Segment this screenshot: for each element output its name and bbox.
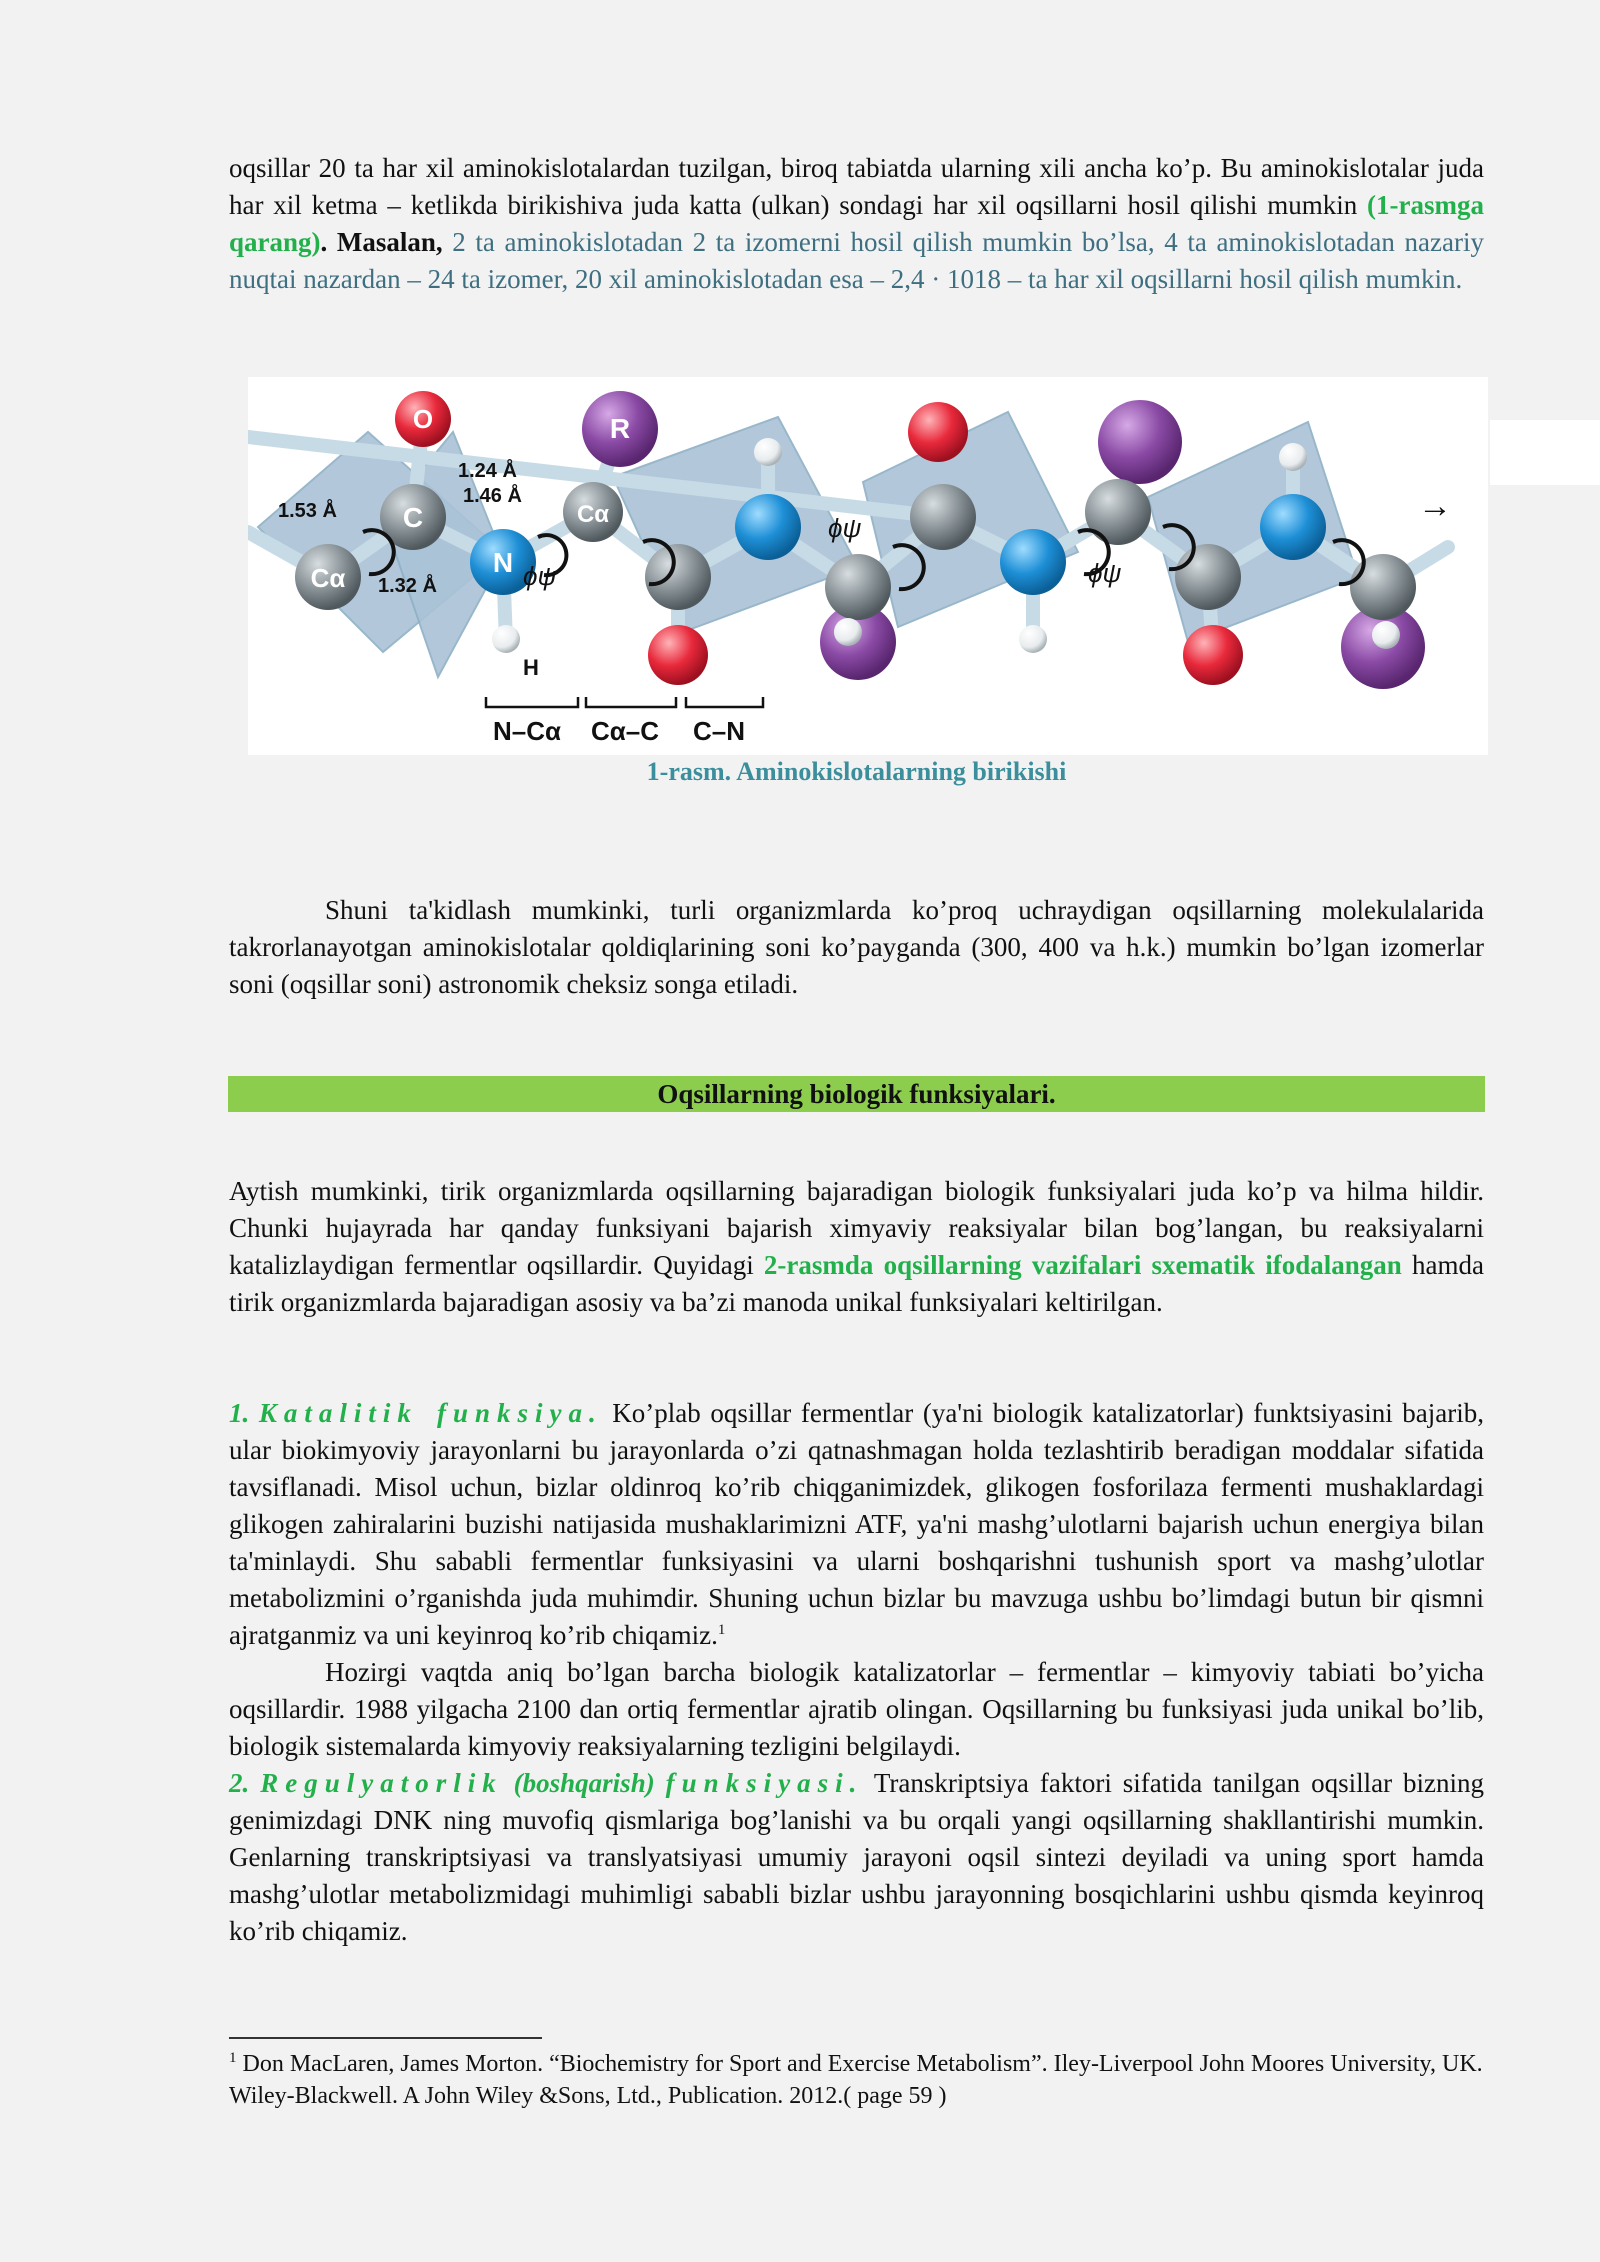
footnote bbox=[229, 2048, 1484, 2112]
item-2-number: 2. bbox=[229, 1768, 261, 1798]
peptide-chain-diagram bbox=[248, 377, 1488, 755]
atom-r-group-3 bbox=[1098, 400, 1182, 484]
intro-text: oqsillar 20 ta har xil aminokislotalardan tuzilgan, biroq tabiatda ularning xili ancha ko’p. Bu aminokislotalar juda har xil ketma – ketlikda birikishiva juda katta (ulkan) sondagi har xil oqsillarni hosil qilishi mumkin bbox=[229, 153, 1484, 220]
label-segment-c-n: C–N bbox=[693, 716, 746, 746]
item-2-body: Transkriptsiya faktori sifatida tanilgan oqsillar bizning genimizdagi DNK ning muvofiq qismlariga bog’lanishi va bu orqali yangi oqsillarning shakllantirishi mumkin. Genlarning transkriptsiyasi va translyatsiyasi umumiy jarayoni oqsil sintezi deyiladi va uning sport hamda mashg’ulotlar metabolizmidagi muhimligi sababli bizlar ushbu jarayonning bosqichlarini ushbu qismda keyinroq ko’rib chiqamiz. bbox=[229, 1768, 1485, 1946]
atom-oxygen-3 bbox=[908, 402, 968, 462]
functions-intro-text: Aytish mumkinki, tirik organizmlarda oqsillarning bajaradigan biologik funksiyalari juda ko’p va hilma hildir. Chunki hujayrada har qanday funksiyani bajarish ximyaviy reaksiyalar bilan bog’langan, bu reaksiyalarni katalizlaydigan fermentlar oqsillardir. Quyidagi bbox=[229, 1176, 1484, 1280]
atom-nitrogen-2 bbox=[735, 494, 801, 560]
label-n: N bbox=[492, 547, 514, 578]
item-1-heading-a: Katalitik bbox=[258, 1398, 418, 1428]
direction-arrow: → bbox=[1418, 487, 1452, 525]
item-1-number: 1. bbox=[229, 1398, 259, 1428]
label-bond-124: 1.24 Å bbox=[458, 460, 517, 482]
label-phipsi-1: ϕψ bbox=[523, 561, 557, 591]
footnote-text: Don MacLaren, James Morton. “Biochemistry for Sport and Exercise Metabolism”. Iley-Liverpool John Moores University, UK. Wiley-Blackwell. A John Wiley &Sons, Ltd., Publication. 2012.( page 59 ) bbox=[229, 2051, 1483, 2109]
paragraph-functions-intro bbox=[229, 1173, 1484, 1321]
functions-intro-text-continued: hamda tirik organizmlarda bajaradigan asosiy va ba’zi manoda unikal funksiyalari keltirilgan. bbox=[229, 1250, 1484, 1317]
intro-text-continued: . Masalan, bbox=[320, 227, 453, 257]
footnote-reference[interactable]: 1 bbox=[717, 1622, 726, 1638]
item-2-heading-mid: (boshqarish) bbox=[502, 1768, 666, 1798]
label-bond-146: 1.46 Å bbox=[463, 485, 522, 507]
label-bond-132: 1.32 Å bbox=[378, 575, 437, 597]
item-2-heading-b: funksiyasi. bbox=[665, 1768, 864, 1798]
paragraph-catalytic-function bbox=[229, 1395, 1484, 1950]
label-segment-calpha-c: Cα–C bbox=[591, 716, 659, 746]
label-phipsi-3: ϕψ bbox=[1088, 558, 1122, 588]
footnote-number: 1 bbox=[229, 2050, 237, 2066]
atom-hydrogen-1 bbox=[492, 625, 520, 653]
atom-calpha-5 bbox=[1350, 554, 1416, 620]
atom-nitrogen-4 bbox=[1260, 494, 1326, 560]
item-1-body: Ko’plab oqsillar fermentlar (ya'ni biologik katalizatorlar) funktsiyasini bajarib, ular biokimyoviy jarayonlarni bu jarayonlarda o’zi qatnashmagan holda tezlashtirib beradigan moddalar sifatida tavsiflanadi. Misol uchun, bizlar oldinroq ko’rib chiqganimizdek, glikogen fosforilaza fermenti mushaklardagi glikogen zahiralarini buzishi natijasida mushaklarimizni ATF, ya'ni mashg’ulotlarni bajarish uchun energiya bilan ta'minlaydi. Shu sababli fermentlar funksiyasini va ularni boshqarishni tushunish sport va mashg’ulotlar metabolizmini o’rganishda juda muhimdir. Shuning uchun bizlar bu mavzuga ushbu bo’limdagi butun bir qismni ajratganmiz va uni keyinroq ko’rib chiqamiz. bbox=[229, 1398, 1485, 1650]
margin-strip bbox=[1490, 420, 1600, 485]
label-calpha-2: Cα bbox=[576, 501, 610, 528]
footnote-divider bbox=[229, 2037, 542, 2039]
atom-oxygen-4 bbox=[1183, 625, 1243, 685]
item-2-heading-a: Regulyatorlik bbox=[260, 1768, 503, 1798]
label-c: C bbox=[402, 502, 424, 533]
label-bond-153: 1.53 Å bbox=[278, 500, 337, 522]
label-h: H bbox=[523, 655, 539, 680]
paragraph-isomers-text: Shuni ta'kidlash mumkinki, turli organizmlarda ko’proq uchraydigan oqsillarning molekulalarida takrorlanayotgan aminokislotalar qoldiqlarining soni ko’payganda (300, 400 va h.k.) mumkin bo’lgan izomerlar soni (oqsillar soni) astronomik cheksiz songa etiladi. bbox=[229, 895, 1484, 999]
atom-oxygen-2 bbox=[648, 625, 708, 685]
label-segment-n-calpha: N–Cα bbox=[493, 716, 561, 746]
atom-calpha-3 bbox=[825, 554, 891, 620]
label-phipsi-2: ϕψ bbox=[828, 513, 862, 543]
section-title-bar: Oqsillarning biologik funksiyalari. bbox=[228, 1076, 1485, 1112]
label-o: O bbox=[412, 404, 434, 434]
atom-carbon-2 bbox=[645, 544, 711, 610]
paragraph-catalysts-text: Hozirgi vaqtda aniq bo’lgan barcha biologik katalizatorlar – fermentlar – kimyoviy tabiati bo’yicha oqsillardir. 1988 yilgacha 2100 dan ortiq fermentlar ajratib olingan. Oqsillarning bu funksiyasi juda unikal bo’lib, biologik sistemalarda kimyoviy reaksiyalarning tezligini belgilaydi. bbox=[229, 1657, 1484, 1761]
item-1-heading-b: funksiya. bbox=[436, 1398, 603, 1428]
intro-paragraph bbox=[229, 150, 1484, 298]
label-r: R bbox=[609, 413, 631, 444]
atom-nitrogen-3 bbox=[1000, 529, 1066, 595]
label-calpha-1: Cα bbox=[310, 563, 346, 593]
figure-peptide-chain bbox=[248, 377, 1488, 755]
isomer-highlight-text: 2 ta aminokislotadan 2 ta izomerni hosil qilish mumkin bo’lsa, 4 ta aminokislotadan nazariy nuqtai nazardan – 24 ta izomer, 20 xil aminokislotadan esa – 2,4 · 1018 – ta har xil oqsillarni hosil qilish mumkin. bbox=[229, 227, 1484, 294]
segment-brackets bbox=[486, 697, 763, 707]
atom-calpha-4 bbox=[1085, 479, 1151, 545]
atom-carbon-3 bbox=[910, 484, 976, 550]
paragraph-isomers bbox=[229, 892, 1484, 1003]
figure-2-reference[interactable]: 2-rasmda oqsillarning vazifalari sxematik ifodalangan bbox=[763, 1250, 1402, 1280]
atom-hydrogen-3 bbox=[834, 618, 862, 646]
atom-hydrogen-6 bbox=[1372, 621, 1400, 649]
atom-hydrogen-4 bbox=[1019, 625, 1047, 653]
atom-hydrogen-5 bbox=[1279, 443, 1307, 471]
figure-reference-link[interactable]: (1-rasmga qarang) bbox=[229, 190, 1484, 257]
atom-carbon-4 bbox=[1175, 544, 1241, 610]
atom-hydrogen-2 bbox=[754, 438, 782, 466]
figure-caption: 1-rasm. Aminokislotalarning birikishi bbox=[646, 757, 1067, 786]
